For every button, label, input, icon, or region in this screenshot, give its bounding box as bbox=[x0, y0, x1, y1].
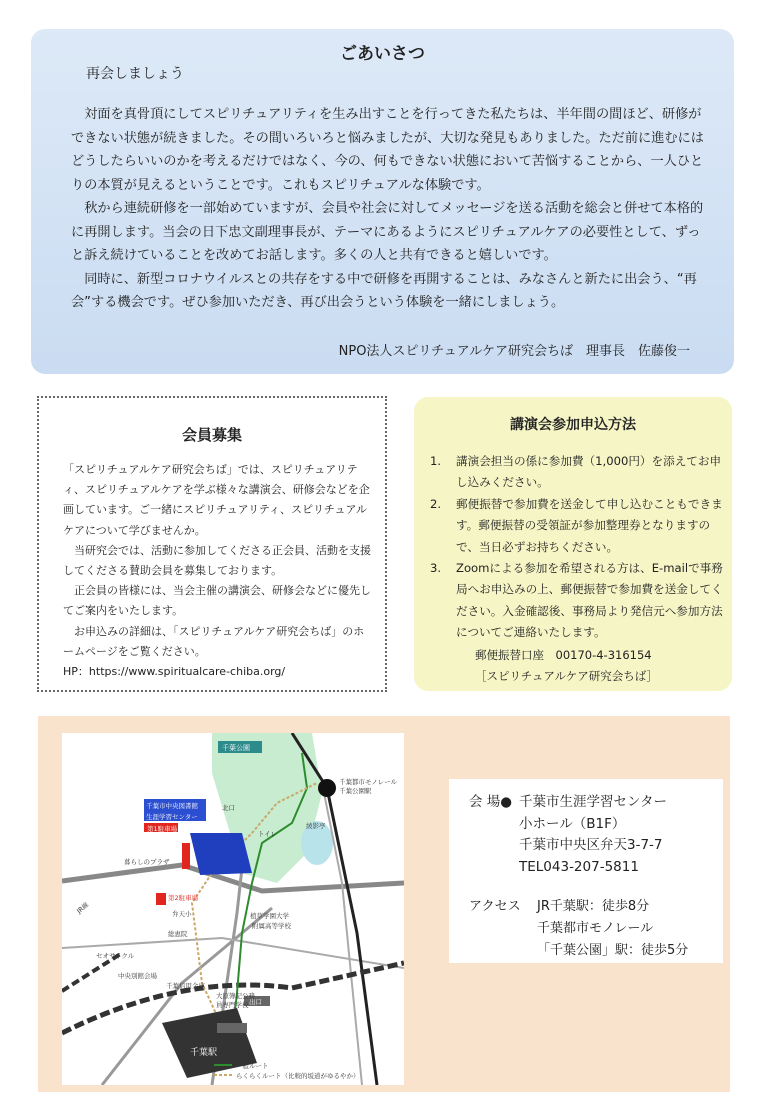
monorail-station-icon bbox=[318, 779, 336, 797]
access-row bbox=[469, 940, 688, 962]
list-item bbox=[430, 558, 725, 644]
map-label-center: 生涯学習センター bbox=[146, 813, 198, 821]
venue-tel-row bbox=[469, 857, 667, 879]
access-line: 千葉都市モノレール bbox=[537, 921, 654, 936]
venue-address-row bbox=[469, 835, 667, 857]
list-item bbox=[430, 494, 725, 558]
map-label-high2: 附属高等学校 bbox=[252, 922, 291, 930]
map-label-police: 中央別館会場 bbox=[118, 972, 157, 980]
item-text: 講演会担当の係に参加費（1,000円）を添えてお申し込みください。 bbox=[456, 454, 722, 490]
membership-paragraph: 正会員の皆様には、当会主催の講演会、研修会などに優先してご案内をいたします。 bbox=[63, 584, 371, 618]
greeting-paragraph: 対面を真骨頂にしてスピリチュアリティを生み出すことを行ってきた私たちは、半年間の間ほど、研修ができない状態が続きました。その間いろいろと悩みましたが、大切な発見もありました。ただ前に進むにはどうしたらいいのかを考えるだけではなく、今の、何もできない状態において苦悩することから、一人ひとりの本質が見えるということです。これもスピリチュアルな体験です。 bbox=[71, 107, 704, 193]
venue-map bbox=[62, 733, 404, 1085]
postal-name: ［スピリチュアルケア研究会ちば］ bbox=[475, 669, 658, 683]
venue-info bbox=[449, 779, 723, 963]
access-line: JR千葉駅：徒歩8分 bbox=[537, 899, 650, 914]
venue-label: 会 場● bbox=[469, 794, 513, 810]
map-label-school: 大原簿記公務員専門学校 bbox=[216, 992, 255, 1009]
parking-2 bbox=[156, 893, 166, 905]
center-building bbox=[190, 833, 252, 875]
map-label-ayame: 綾影亭 bbox=[306, 822, 326, 830]
venue-name-row bbox=[469, 792, 667, 814]
membership-title: 会員募集 bbox=[181, 426, 242, 444]
map-label-cycle: セオサイクル bbox=[96, 952, 135, 960]
map-label-north-gate: 出口 bbox=[249, 998, 262, 1006]
postal-account: 郵便振替口座 00170-4-316154 bbox=[475, 648, 652, 662]
map-label-ward: 総恵院 bbox=[168, 930, 188, 938]
access-block bbox=[469, 896, 688, 962]
parking-1 bbox=[182, 843, 190, 869]
homepage-link[interactable]: HP：https://www.spiritualcare-chiba.org/ bbox=[63, 665, 286, 679]
postal-info bbox=[475, 645, 658, 687]
venue-address: 千葉市中央区弁天3-7-7 bbox=[519, 837, 663, 853]
access-panel bbox=[38, 716, 730, 1092]
map-label-toilet: トイレ bbox=[258, 830, 278, 838]
map-label-chiba-station: 千葉駅 bbox=[190, 1048, 218, 1058]
access-label: アクセス bbox=[469, 899, 521, 914]
membership-paragraph: お申込みの詳細は、「スピリチュアルケア研究会ちば」のホームページをご覧ください。 bbox=[63, 624, 365, 658]
application-list bbox=[430, 451, 725, 644]
access-row bbox=[469, 896, 688, 918]
membership-panel bbox=[37, 396, 387, 692]
application-panel bbox=[414, 397, 732, 691]
item-text: Zoomによる参加を希望される方は、E-mailで事務局へお申込みの上、郵便振替で参加費を送金してください。入金確認後、事務局より発信元へ参加方法についてご連絡いたします。 bbox=[456, 561, 723, 640]
venue-name: 千葉市生涯学習センター bbox=[519, 794, 667, 810]
access-line: 「千葉公園」駅：徒歩5分 bbox=[537, 943, 689, 958]
membership-paragraph: 当研究会では、活動に参加してくださる正会員、活動を支援してくださる賛助会員を募集しております。 bbox=[63, 543, 371, 578]
greeting-paragraph: 秋から連続研修を一部始めていますが、会員や社会に対してメッセージを送る活動を総会と併せて本格的に再開します。当会の日下忠文副理事長が、テーマにあるようにスピリチュアルケアの必要性として、ずっと訴え続けていることを改めてお話します。多くの人と共有できると嬉しいです。 bbox=[71, 201, 704, 263]
item-text: 郵便振替で参加費を送金して申し込むこともできます。郵便振替の受領証が参加整理券となりますので、当日必ずお持ちください。 bbox=[456, 496, 723, 554]
greeting-title: ごあいさつ bbox=[340, 44, 425, 64]
item-number: 2. bbox=[430, 496, 442, 511]
map-label-bank: 千葉信用金庫 bbox=[166, 982, 205, 990]
greeting-body bbox=[71, 103, 706, 315]
greeting-panel bbox=[31, 29, 734, 374]
item-number: 3. bbox=[430, 561, 442, 576]
item-number: 1. bbox=[430, 454, 442, 468]
greeting-paragraph: 同時に、新型コロナウイルスとの共存をする中で研修を再開することは、みなさんと新たに出会う、“再会”する機会です。ぜひ参加いただき、再び出会うという体験を一緒にしましょう。 bbox=[71, 271, 697, 310]
map-label-library: 千葉市中央図書館 bbox=[146, 802, 198, 810]
list-item bbox=[430, 451, 725, 494]
membership-body bbox=[63, 460, 373, 682]
map-label-lot2: 第2駐車場 bbox=[168, 894, 199, 902]
map-label-jr: JR線 bbox=[75, 900, 91, 916]
map-legend-walk: 一般ルート bbox=[236, 1062, 269, 1070]
venue-room-row bbox=[469, 814, 667, 836]
venue-room: 小ホール（B1F） bbox=[519, 815, 626, 832]
map-label-plaza: 暮らしのプラザ bbox=[124, 858, 170, 866]
venue-block bbox=[469, 792, 667, 878]
map-label-lot1: 第1駐車場 bbox=[147, 825, 178, 833]
application-title: 講演会参加申込方法 bbox=[510, 417, 636, 433]
station-exit bbox=[217, 1023, 247, 1033]
map-label-monorail: 千葉都市モノレール千葉公園駅 bbox=[339, 778, 398, 795]
membership-paragraph: 「スピリチュアルケア研究会ちば」では、スピリチュアリティ、スピリチュアルケアを学ぶ様々な講演会、研修会などを企画しています。ご一緒にスピリチュアリティ、スピリチュアルケアについて学びませんか。 bbox=[63, 463, 370, 537]
map-label-benten: 弁天小 bbox=[172, 910, 192, 918]
greeting-subtitle: 再会しましょう bbox=[86, 66, 184, 82]
map-label-high1: 植草学園大学 bbox=[250, 912, 289, 920]
venue-tel: TEL043-207-5811 bbox=[519, 858, 639, 875]
map-legend-easy: らくらくルート（比較的坂道がゆるやか） bbox=[236, 1072, 360, 1080]
access-row bbox=[469, 918, 688, 940]
map-label-north-exit: 北口 bbox=[222, 804, 235, 812]
greeting-signature: NPO法人スピリチュアルケア研究会ちば 理事長 佐藤俊一 bbox=[338, 344, 690, 359]
map-label-park: 千葉公園 bbox=[222, 744, 250, 752]
